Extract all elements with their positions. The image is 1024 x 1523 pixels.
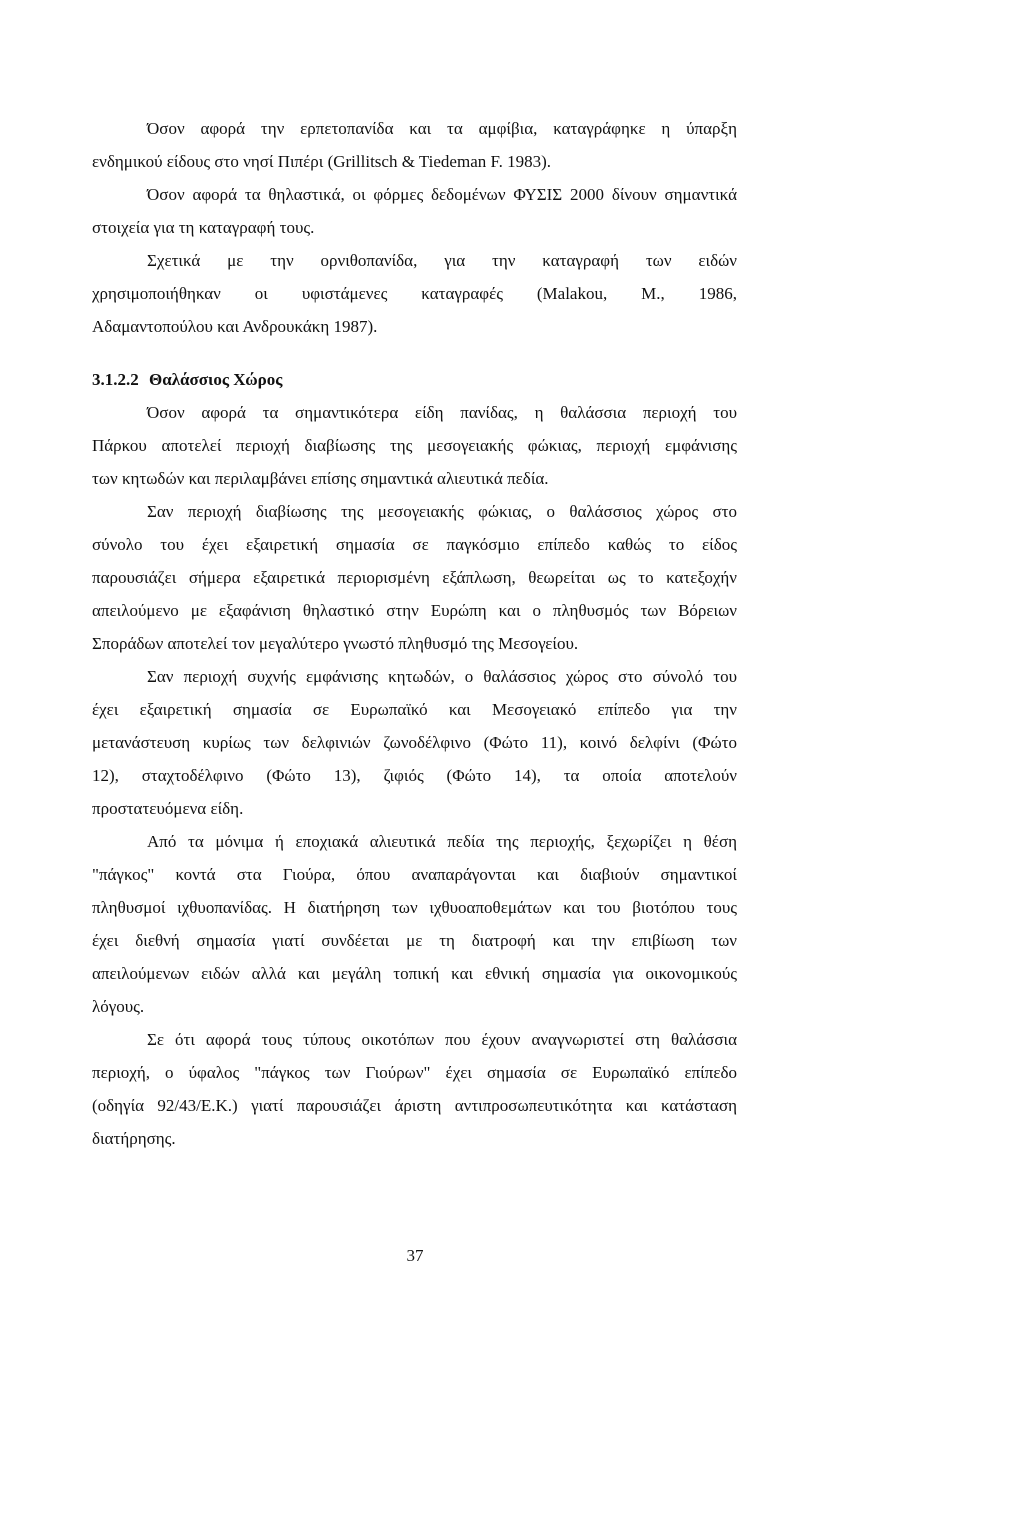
text-line: προστατευόμενα είδη.	[92, 799, 244, 818]
text-line: χρησιμοποιήθηκαν οι υφιστάμενες καταγραφές (Malakou, M., 1986,	[92, 284, 737, 303]
paragraph-marine-fauna	[92, 396, 737, 495]
section-number: 3.1.2.2	[92, 370, 139, 389]
text-line: παρουσιάζει σήμερα εξαιρετικά περιορισμένη εξάπλωση, θεωρείται ως το κατεξοχήν	[92, 568, 737, 587]
text-line: περιοχή, ο ύφαλος "πάγκος των Γιούρων" έχει σημασία σε Ευρωπαϊκό επίπεδο	[92, 1063, 737, 1082]
text-line: Σαν περιοχή συχνής εμφάνισης κητωδών, ο θαλάσσιος χώρος στο σύνολό του	[147, 667, 737, 686]
text-line: απειλούμενων ειδών αλλά και μεγάλη τοπική και εθνική σημασία για οικονομικούς	[92, 964, 737, 983]
page-number: 37	[406, 1246, 424, 1265]
text-line: (οδηγία 92/43/Ε.Κ.) γιατί παρουσιάζει άριστη αντιπροσωπευτικότητα και κατάσταση	[92, 1096, 737, 1115]
text-line: ενδημικού είδους στο νησί Πιπέρι (Grillitsch & Tiedeman F. 1983).	[92, 152, 551, 171]
text-line: έχει εξαιρετική σημασία σε Ευρωπαϊκό και Μεσογειακό επίπεδο για την	[92, 700, 737, 719]
text-line: έχει διεθνή σημασία γιατί συνδέεται με τη διατροφή και την επιβίωση των	[92, 931, 737, 950]
text-line: Πάρκου αποτελεί περιοχή διαβίωσης της μεσογειακής φώκιας, περιοχή εμφάνισης	[92, 436, 737, 455]
text-line: διατήρησης.	[92, 1129, 176, 1148]
paragraph-fishing-grounds	[92, 825, 737, 1023]
page-body	[92, 112, 737, 1155]
text-line: Σποράδων αποτελεί τον μεγαλύτερο γνωστό πληθυσμό της Μεσογείου.	[92, 634, 579, 653]
text-line: πληθυσμοί ιχθυοπανίδας. Η διατήρηση των ιχθυοαποθεμάτων και του βιοτόπου τους	[92, 898, 737, 917]
text-line: απειλούμενο με εξαφάνιση θηλαστικό στην Ευρώπη και ο πληθυσμός των Βόρειων	[92, 601, 737, 620]
text-line: Σαν περιοχή διαβίωσης της μεσογειακής φώκιας, ο θαλάσσιος χώρος στο	[147, 502, 737, 521]
paragraph-habitat-types	[92, 1023, 737, 1155]
text-line: των κητωδών και περιλαμβάνει επίσης σημαντικά αλιευτικά πεδία.	[92, 469, 549, 488]
paragraph-herpetofauna	[92, 112, 737, 178]
paragraph-monk-seal	[92, 495, 737, 660]
text-line: σύνολο του έχει εξαιρετική σημασία σε παγκόσμιο επίπεδο καθώς το είδος	[92, 535, 737, 554]
text-line: 12), σταχτοδέλφινο (Φώτο 13), ζιφιός (Φώτο 14), τα οποία αποτελούν	[92, 766, 737, 785]
text-line: μετανάστευση κυρίως των δελφινιών ζωνοδέλφινο (Φώτο 11), κοινό δελφίνι (Φώτο	[92, 733, 737, 752]
paragraph-mammals	[92, 178, 737, 244]
text-line: Όσον αφορά την ερπετοπανίδα και τα αμφίβια, καταγράφηκε η ύπαρξη	[147, 119, 737, 138]
text-line: Όσον αφορά τα σημαντικότερα είδη πανίδας, η θαλάσσια περιοχή του	[147, 403, 737, 422]
text-line: λόγους.	[92, 997, 145, 1016]
text-line: Όσον αφορά τα θηλαστικά, οι φόρμες δεδομένων ΦΥΣΙΣ 2000 δίνουν σημαντικά	[147, 185, 737, 204]
section-heading	[92, 363, 737, 396]
paragraph-cetaceans	[92, 660, 737, 825]
text-line: "πάγκος" κοντά στα Γιούρα, όπου αναπαράγονται και διαβιούν σημαντικοί	[92, 865, 737, 884]
text-line: Σχετικά με την ορνιθοπανίδα, για την καταγραφή των ειδών	[147, 251, 737, 270]
paragraph-avifauna	[92, 244, 737, 343]
section-title: Θαλάσσιος Χώρος	[149, 370, 283, 389]
text-line: στοιχεία για τη καταγραφή τους.	[92, 218, 315, 237]
text-line: Αδαμαντοπούλου και Ανδρουκάκη 1987).	[92, 317, 378, 336]
text-line: Από τα μόνιμα ή εποχιακά αλιευτικά πεδία της περιοχής, ξεχωρίζει η θέση	[147, 832, 737, 851]
text-line: Σε ότι αφορά τους τύπους οικοτόπων που έχουν αναγνωριστεί στη θαλάσσια	[147, 1030, 737, 1049]
